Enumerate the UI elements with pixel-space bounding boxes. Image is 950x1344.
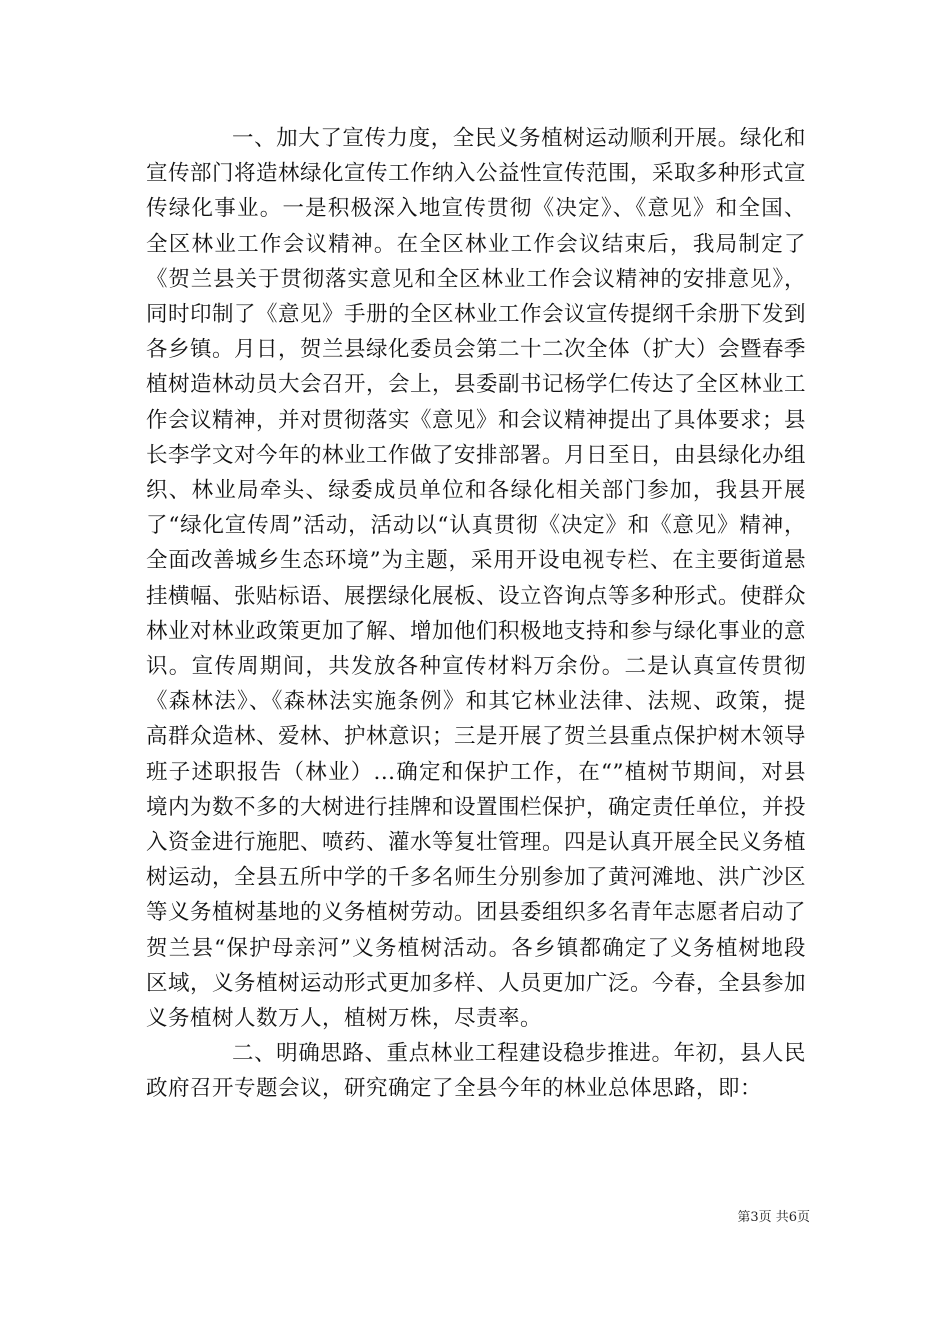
page-footer: 第3页 共6页 [737,1210,810,1225]
body-text [146,121,806,1107]
paragraph-1: 一、加大了宣传力度，全民义务植树运动顺利开展。绿化和宣传部门将造林绿化宣传工作纳入公益性宣传范围，采取多种形式宣传绿化事业。一是积极深入地宣传贯彻《决定》、《意见》和全国、全区林业工作会议精神。在全区林业工作会议结束后，我局制定了《贺兰县关于贯彻落实意见和全区林业工作会议精神的安排意见》，同时印制了《意见》手册的全区林业工作会议宣传提纲千余册下发到各乡镇。月日，贺兰县绿化委员会第二十二次全体（扩大）会暨春季植树造林动员大会召开，会上，县委副书记杨学仁传达了全区林业工作会议精神，并对贯彻落实《意见》和会议精神提出了具体要求；县长李学文对今年的林业工作做了安排部署。月日至日，由县绿化办组织、林业局牵头、绿委成员单位和各绿化相关部门参加，我县开展了“绿化宣传周”活动，活动以“认真贯彻《决定》和《意见》精神，全面改善城乡生态环境”为主题，采用开设电视专栏、在主要街道悬挂横幅、张贴标语、展摆绿化展板、设立咨询点等多种形式。使群众林业对林业政策更加了解、增加他们积极地支持和参与绿化事业的意识。宣传周期间，共发放各种宣传材料万余份。二是认真宣传贯彻《森林法》、《森林法实施条例》和其它林业法律、法规、政策，提高群众造林、爱林、护林意识；三是开展了贺兰县重点保护树木领导班子述职报告（林业）...确定和保护工作，在“”植树节期间，对县境内为数不多的大树进行挂牌和设置围栏保护，确定责任单位，并投入资金进行施肥、喷药、灌水等复壮管理。四是认真开展全民义务植树运动，全县五所中学的千多名师生分别参加了黄河滩地、洪广沙区等义务植树基地的义务植树劳动。团县委组织多名青年志愿者启动了贺兰县“保护母亲河”义务植树活动。各乡镇都确定了义务植树地段区域，义务植树运动形式更加多样、人员更加广泛。今春，全县参加义务植树人数万人，植树万株，尽责率。 [146,126,807,1032]
paragraph-2: 二、明确思路、重点林业工程建设稳步推进。年初，县人民政府召开专题会议，研究确定了全县今年的林业总体思路，即： [146,1041,806,1102]
